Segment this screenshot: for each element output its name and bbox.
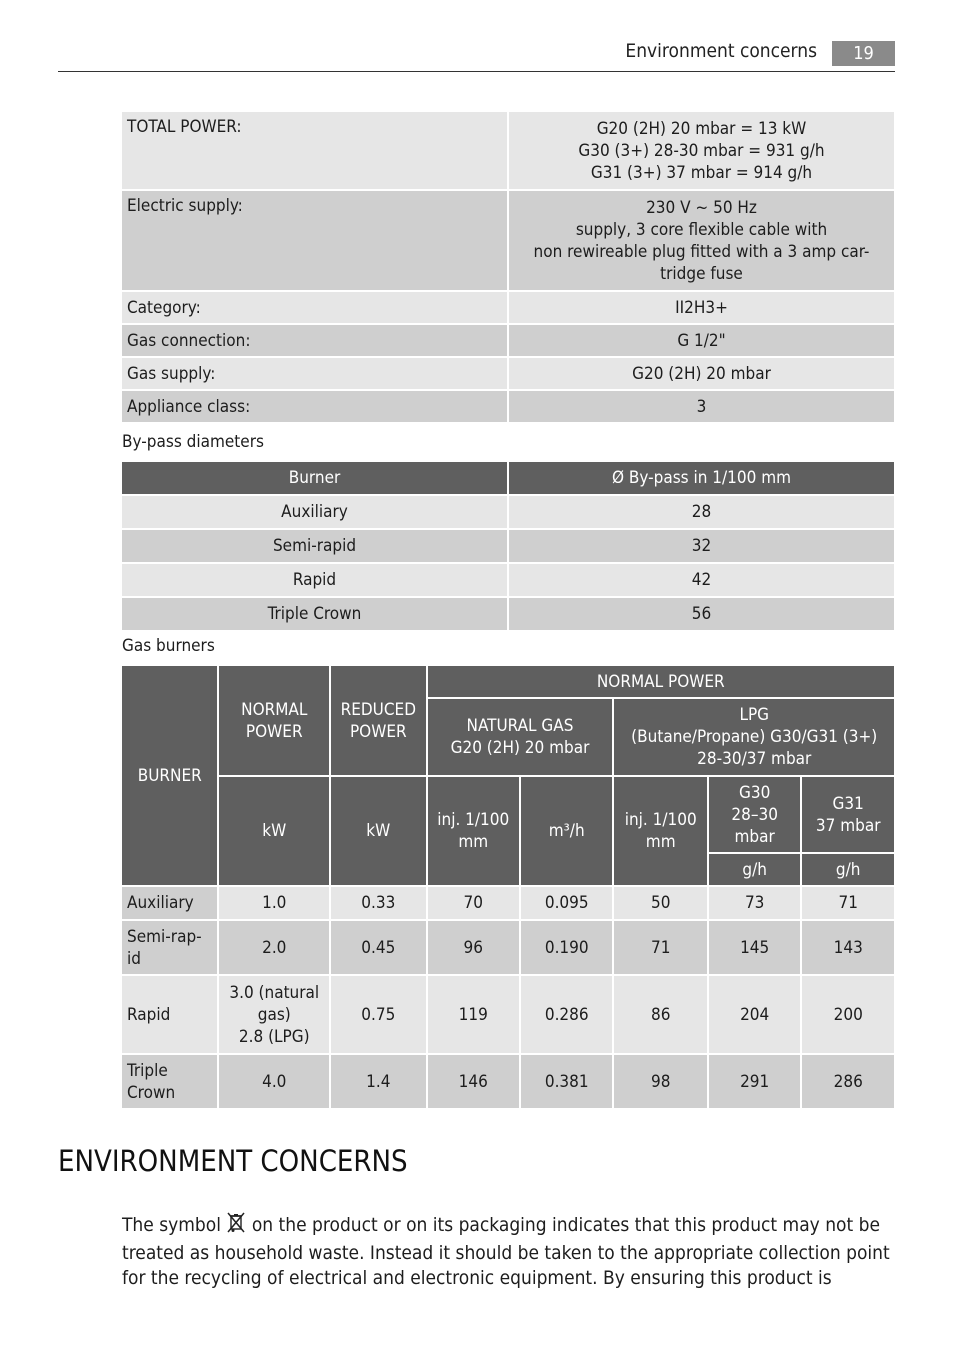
table-cell: 4.0 [219, 1055, 329, 1108]
unit-gh: g/h [802, 854, 894, 885]
table-cell: Auxiliary [122, 496, 507, 528]
table-cell: 3.0 (natural gas) 2.8 (LPG) [219, 976, 329, 1053]
spec-value: II2H3+ [509, 292, 894, 323]
table-cell: 86 [614, 976, 706, 1053]
table-cell: 71 [802, 887, 894, 919]
table-row [122, 1055, 894, 1108]
spec-label: TOTAL POWER: [122, 112, 507, 189]
section-heading: ENVIRONMENT CONCERNS [58, 1144, 408, 1178]
unit-injector: inj. 1/100 mm [428, 777, 519, 885]
table-cell: 204 [709, 976, 800, 1053]
spec-label: Gas supply: [122, 358, 507, 389]
table-cell: 286 [802, 1055, 894, 1108]
table-cell: 291 [709, 1055, 800, 1108]
unit-kw: kW [219, 777, 329, 885]
page-header [58, 38, 895, 72]
paragraph-text-start: The symbol [122, 1214, 221, 1236]
table-cell: 73 [709, 887, 800, 919]
spec-label: Gas connection: [122, 325, 507, 356]
table-cell: 145 [709, 921, 800, 974]
header-reduced-power: REDUCED POWER [331, 666, 425, 775]
table-cell: 146 [428, 1055, 519, 1108]
table-cell: 0.33 [331, 887, 425, 919]
table-cell: 0.286 [521, 976, 612, 1053]
table-cell: 200 [802, 976, 894, 1053]
spec-label: Electric supply: [122, 191, 507, 290]
paragraph-text-rest: on the product or on its packaging indicates that this product may not be treated as household waste. Instead it should be taken to the appropriate collection point for the recycling of electrical and electronic equipment. By ensuring this product is [122, 1214, 890, 1289]
table-cell: 98 [614, 1055, 706, 1108]
bypass-table [120, 460, 896, 632]
spec-label: Category: [122, 292, 507, 323]
column-header: Burner [122, 462, 507, 494]
header-title: Environment concerns [625, 40, 817, 62]
page-number: 19 [832, 41, 895, 66]
burner-name: Semi-rap- id [122, 921, 217, 974]
table-cell: 50 [614, 887, 706, 919]
table-row [122, 887, 894, 919]
table-cell: 70 [428, 887, 519, 919]
table-cell: 56 [509, 598, 894, 630]
specs-table [120, 110, 896, 424]
unit-gh: g/h [709, 854, 800, 885]
table-row [122, 921, 894, 974]
header-burner: BURNER [122, 666, 217, 885]
burners-caption: Gas burners [122, 636, 215, 656]
spec-value: G 1/2" [509, 325, 894, 356]
table-cell: 0.381 [521, 1055, 612, 1108]
burner-name: Auxiliary [122, 887, 217, 919]
table-cell: Semi-rapid [122, 530, 507, 562]
spec-value: G20 (2H) 20 mbar [509, 358, 894, 389]
unit-kw: kW [331, 777, 425, 885]
header-g30: G30 28–30 mbar [709, 777, 800, 852]
table-cell: 0.190 [521, 921, 612, 974]
table-cell: 0.45 [331, 921, 425, 974]
unit-m3h: m³/h [521, 777, 612, 885]
header-normal-power: NORMAL POWER [219, 666, 329, 775]
table-cell: 0.095 [521, 887, 612, 919]
spec-value: 230 V ~ 50 Hz supply, 3 core flexible cable with non rewireable plug fitted with a 3 amp car- tridge fuse [509, 191, 894, 290]
table-cell: 143 [802, 921, 894, 974]
table-cell: 32 [509, 530, 894, 562]
header-normal-power-group: NORMAL POWER [428, 666, 894, 697]
table-cell: 96 [428, 921, 519, 974]
unit-injector: inj. 1/100 mm [614, 777, 706, 885]
column-header: Ø By-pass in 1/100 mm [509, 462, 894, 494]
table-cell: 71 [614, 921, 706, 974]
header-g31: G31 37 mbar [802, 777, 894, 852]
bypass-caption: By-pass diameters [122, 432, 264, 452]
burners-table [120, 664, 896, 1110]
table-cell: 2.0 [219, 921, 329, 974]
spec-value: G20 (2H) 20 mbar = 13 kW G30 (3+) 28-30 mbar = 931 g/h G31 (3+) 37 mbar = 914 g/h [509, 112, 894, 189]
header-natural-gas: NATURAL GAS G20 (2H) 20 mbar [428, 699, 613, 775]
table-cell: 42 [509, 564, 894, 596]
table-cell: 0.75 [331, 976, 425, 1053]
header-lpg: LPG (Butane/Propane) G30/G31 (3+) 28-30/37 mbar [614, 699, 894, 775]
table-cell: Rapid [122, 564, 507, 596]
table-cell: 1.0 [219, 887, 329, 919]
table-cell: 1.4 [331, 1055, 425, 1108]
table-cell: 119 [428, 976, 519, 1053]
burner-name: Triple Crown [122, 1055, 217, 1108]
spec-label: Appliance class: [122, 391, 507, 422]
table-row [122, 976, 894, 1053]
burner-name: Rapid [122, 976, 217, 1053]
crossed-out-wheelie-bin-icon [226, 1212, 246, 1241]
spec-value: 3 [509, 391, 894, 422]
table-cell: Triple Crown [122, 598, 507, 630]
table-cell: 28 [509, 496, 894, 528]
environment-paragraph [122, 1212, 897, 1291]
